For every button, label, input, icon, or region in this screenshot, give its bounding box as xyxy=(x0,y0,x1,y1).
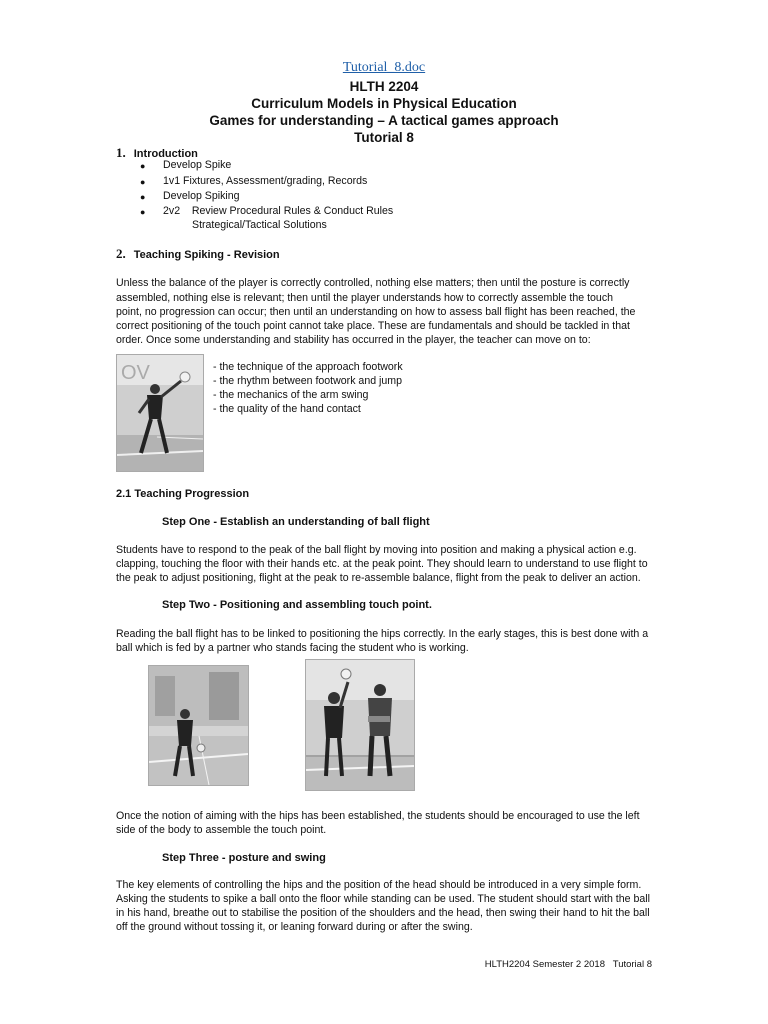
paragraph-line: in his hand, breathe out to stabilise the position of the shoulders and the head, then swing their hand to hit the ball xyxy=(116,907,650,919)
section-2-title: Teaching Spiking - Revision xyxy=(133,249,280,261)
paragraph-line: Students have to respond to the peak of the ball flight by moving into position and making a physical action e.g. xyxy=(116,544,637,556)
spiking-photo-illustration xyxy=(117,355,203,471)
technique-list-item: - the technique of the approach footwork xyxy=(213,361,403,373)
course-title: Curriculum Models in Physical Education xyxy=(251,96,517,111)
list-item: Develop Spike xyxy=(163,159,232,171)
technique-list-item: - the mechanics of the arm swing xyxy=(213,389,369,401)
list-item: 2v2 Review Procedural Rules & Conduct Rules xyxy=(163,205,394,217)
two-players-photo xyxy=(305,659,415,791)
bullet-icon: ● xyxy=(140,161,146,171)
paragraph-line: clapping, touching the floor with their hands etc. at the peak point. They should learn to understand to use flight to xyxy=(116,558,648,570)
section-2-number: 2. xyxy=(116,246,126,261)
document-filename-link[interactable]: Tutorial_8.doc xyxy=(342,60,426,75)
paragraph-line: the peak to adjust positioning, flight at the peak to re-assemble balance, flight from the peak to deliver an action. xyxy=(116,572,641,584)
technique-list-item: - the rhythm between footwork and jump xyxy=(213,375,403,387)
paragraph-line: order. Once some understanding and stability has occurred in the player, the teacher can move on to: xyxy=(116,334,591,346)
step-one-heading: Step One - Establish an understanding of ball flight xyxy=(162,516,430,528)
list-item: Develop Spiking xyxy=(163,190,240,202)
paragraph-line: Asking the students to spike a ball onto the floor while standing can be used. The student should start with the ball xyxy=(116,893,650,905)
paragraph-line: The key elements of controlling the hips and the position of the head should be introduced in a very simple form. xyxy=(116,879,642,891)
paragraph-line: Once the notion of aiming with the hips has been established, the students should be encouraged to use the left xyxy=(116,810,640,822)
section-2-heading xyxy=(116,245,280,263)
paragraph-line: side of the body to assemble the touch point. xyxy=(116,824,327,836)
section-1-number: 1. xyxy=(116,145,126,160)
tutorial-number: Tutorial 8 xyxy=(354,130,414,145)
paragraph-line: point, no progression can occur; then until an understanding on how to assess ball flight has been reached, the xyxy=(116,306,636,318)
document-subtitle: Games for understanding – A tactical games approach xyxy=(209,113,559,128)
course-code: HLTH 2204 xyxy=(349,79,419,94)
technique-list-item: - the quality of the hand contact xyxy=(213,403,361,415)
page-footer: HLTH2204 Semester 2 2018 Tutorial 8 xyxy=(484,959,652,970)
bullet-icon: ● xyxy=(140,177,146,187)
list-item: 1v1 Fixtures, Assessment/grading, Records xyxy=(163,175,368,187)
bullet-icon: ● xyxy=(140,207,146,217)
paragraph-line: correct positioning of the touch point cannot take place. These are fundamentals and should be tackled in that xyxy=(116,320,630,332)
step-two-heading: Step Two - Positioning and assembling touch point. xyxy=(162,599,432,611)
partner-feed-illustration xyxy=(149,666,248,785)
partner-feed-photo xyxy=(148,665,249,786)
section-1-title: Introduction xyxy=(133,148,198,160)
paragraph-line: ball which is fed by a partner who stands facing the student who is working. xyxy=(116,642,469,654)
section-2-1-title: 2.1 Teaching Progression xyxy=(116,488,250,500)
list-item-continuation: Strategical/Tactical Solutions xyxy=(192,219,327,231)
step-three-heading: Step Three - posture and swing xyxy=(162,852,326,864)
paragraph-line: off the ground without tossing it, or leaning forward during or after the swing. xyxy=(116,921,473,933)
paragraph-line: Unless the balance of the player is correctly controlled, nothing else matters; then until the posture is correctly xyxy=(116,277,630,289)
paragraph-line: Reading the ball flight has to be linked to positioning the hips correctly. In the early stages, this is best done with a xyxy=(116,628,649,640)
svg-text:OV: OV xyxy=(121,362,150,384)
spiking-photo xyxy=(116,354,204,472)
paragraph-line: assembled, nothing else is relevant; then until the player understands how to correctly assemble the touch xyxy=(116,292,614,304)
bullet-icon: ● xyxy=(140,192,146,202)
two-players-illustration xyxy=(306,660,414,790)
